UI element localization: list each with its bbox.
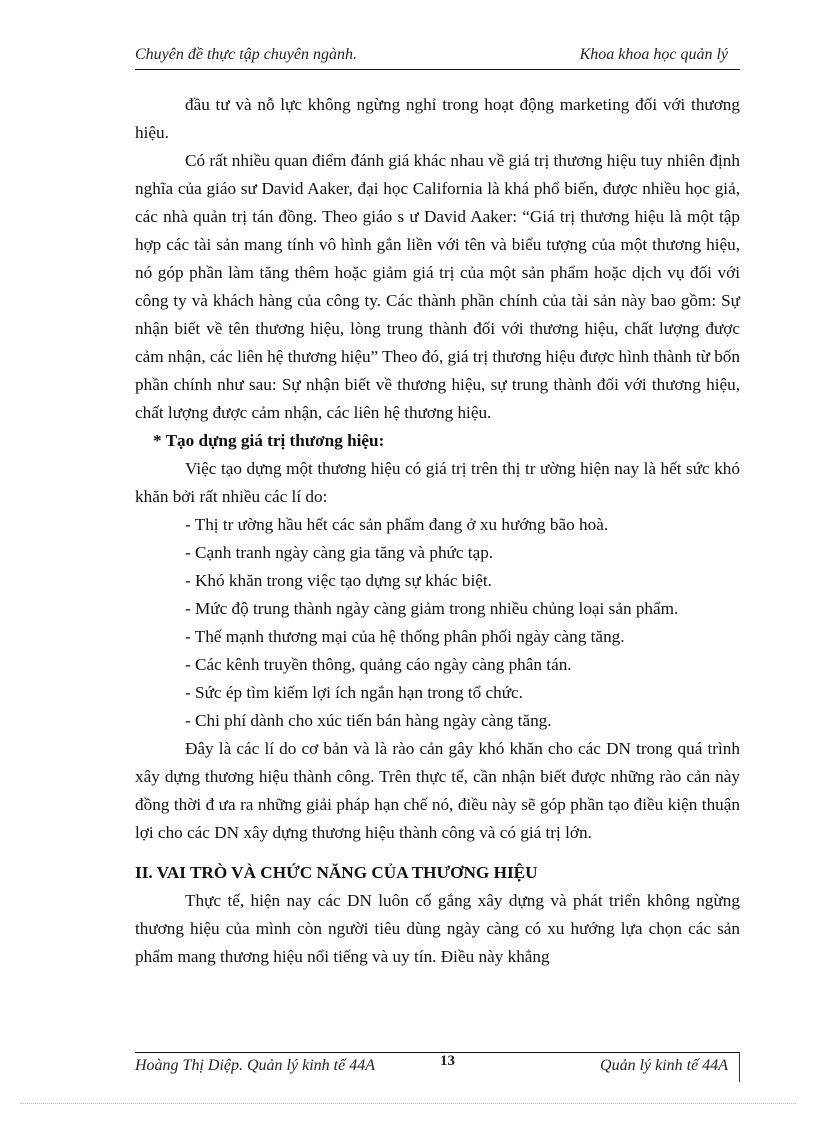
paragraph-1: đầu tư và nỗ lực không ngừng nghỉ trong hoạt động marketing đối với thương hiệu. (135, 95, 740, 142)
list-item: - Khó khăn trong việc tạo dựng sự khác biệt. (185, 571, 492, 590)
paragraph-5: Thực tế, hiện nay các DN luôn cố gắng xây dựng và phát triển không ngừng thương hiệu của mình còn người tiêu dùng ngày càng có xu hướng lựa chọn các sản phẩm mang thương hiệu nổi tiếng và uy tín. Điều này khẳng (135, 891, 740, 966)
page-footer (135, 1053, 740, 1079)
footer-divider (739, 1052, 740, 1082)
footer-left-text: Hoàng Thị Diệp. Quản lý kinh tế 44A (135, 1057, 375, 1074)
paragraph-4: Đây là các lí do cơ bản và là rào cản gây khó khăn cho các DN trong quá trình xây dựng thương hiệu thành công. Trên thực tế, cần nhận biết được những rào cản này đồng thời đ ưa ra những giải pháp hạn chế nó, điều này sẽ góp phần tạo điều kiện thuận lợi cho các DN xây dựng thương hiệu thành công và có giá trị lớn. (135, 739, 740, 842)
list-item: - Mức độ trung thành ngày càng giảm trong nhiều chủng loại sản phẩm. (185, 599, 679, 618)
footer-rule (135, 1052, 740, 1053)
header-rule (135, 69, 740, 70)
list-item: - Các kênh truyền thông, quảng cáo ngày càng phân tán. (185, 655, 572, 674)
header-left-text: Chuyên đề thực tập chuyên ngành. (135, 46, 357, 63)
paragraph-2: Có rất nhiều quan điểm đánh giá khác nhau về giá trị thương hiệu tuy nhiên định nghĩa của giáo sư David Aaker, đại học California là khá phổ biến, được nhiều học giả, các nhà quản trị tán đồng. Theo giáo s ư David Aaker: “Giá trị thương hiệu là một tập hợp các tài sản mang tính vô hình gắn liền với tên và biểu tượng của một thương hiệu, nó góp phần làm tăng thêm hoặc giảm giá trị của một sản phẩm hoặc dịch vụ đối với công ty và khách hàng của công ty. Các thành phần chính của tài sản này bao gồm: Sự nhận biết về tên thương hiệu, lòng trung thành đối với thương hiệu, chất lượng được cảm nhận, các liên hệ thương hiệu” Theo đó, giá trị thương hiệu được hình thành từ bốn phần chính như sau: Sự nhận biết về thương hiệu, sự trung thành đối với thương hiệu, chất lượng được cảm nhận, các liên hệ thương hiệu. (135, 151, 740, 422)
list-item: - Thế mạnh thương mại của hệ thống phân phối ngày càng tăng. (185, 627, 625, 646)
list-item: - Chi phí dành cho xúc tiến bán hàng ngày càng tăng. (185, 711, 552, 730)
footer-right-text: Quản lý kinh tế 44A (600, 1057, 728, 1074)
page-number: 13 (440, 1053, 455, 1069)
page-header (135, 46, 740, 68)
subheading: * Tạo dựng giá trị thương hiệu: (153, 431, 385, 450)
paragraph-3: Việc tạo dựng một thương hiệu có giá trị trên thị tr ường hiện nay là hết sức khó khăn bởi rất nhiều các lí do: (135, 459, 740, 506)
list-item: - Sức ép tìm kiếm lợi ích ngắn hạn trong tổ chức. (185, 683, 523, 702)
section-heading: II. VAI TRÒ VÀ CHỨC NĂNG CỦA THƯƠNG HIỆU (135, 863, 538, 882)
header-right-text: Khoa khoa học quản lý (579, 46, 728, 63)
list-item: - Thị tr ường hầu hết các sản phẩm đang ở xu hướng bão hoà. (185, 515, 609, 534)
list-item: - Cạnh tranh ngày càng gia tăng và phức tạp. (185, 543, 494, 562)
page-bottom-dotted-line (20, 1103, 796, 1104)
document-body (135, 91, 740, 971)
